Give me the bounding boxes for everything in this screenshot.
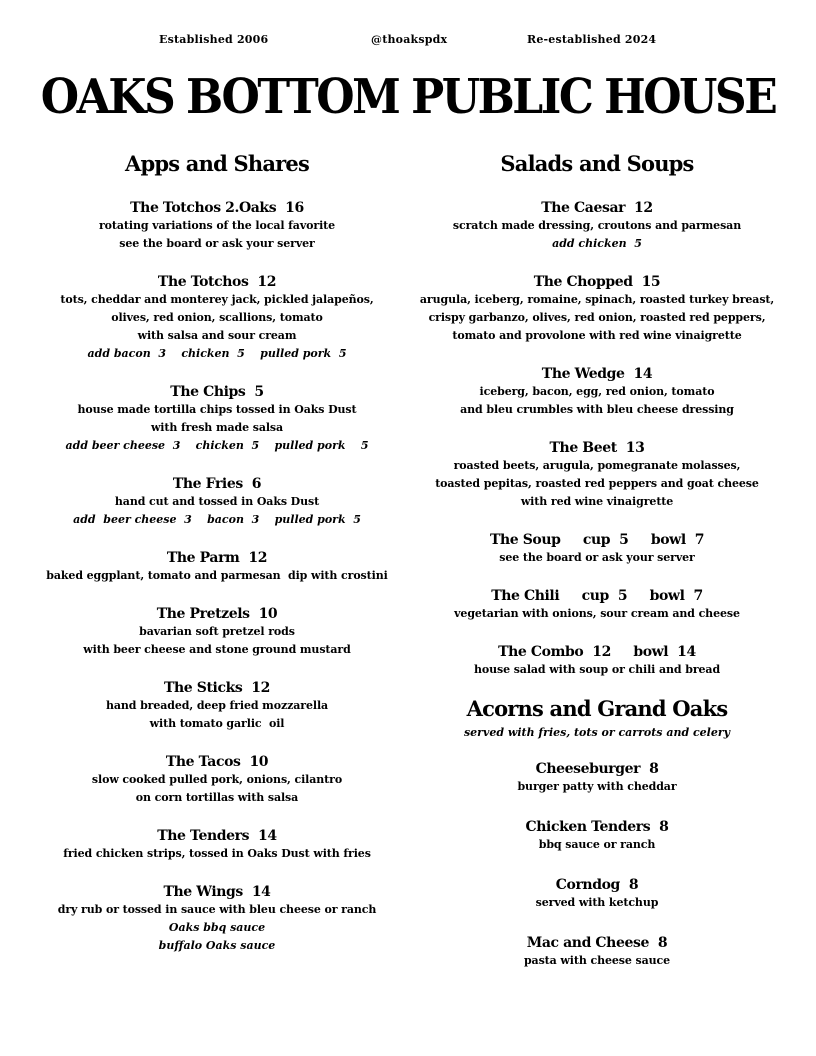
- menu-item: [40, 273, 394, 363]
- menu-item: [40, 827, 394, 863]
- menu-item-name: The Chopped 15: [533, 274, 661, 290]
- menu-item-description: arugula, iceberg, romaine, spinach, roasted turkey breast,: [419, 293, 775, 306]
- menu-item: [414, 818, 780, 854]
- menu-item-description: tomato and provolone with red wine vinaigrette: [452, 329, 742, 342]
- menu-item: [40, 883, 394, 955]
- restaurant-title: OAKS BOTTOM PUBLIC HOUSE: [40, 69, 776, 125]
- menu-item: [40, 605, 394, 659]
- apps-heading: Apps and Shares: [125, 151, 309, 176]
- menu-item-description: tots, cheddar and monterey jack, pickled jalapeños,: [60, 293, 374, 306]
- kids-heading: Acorns and Grand Oaks: [466, 696, 728, 721]
- menu-item: [414, 643, 780, 679]
- menu-item-addon: add chicken 5: [552, 237, 642, 250]
- menu-item-name: The Wings 14: [163, 884, 271, 900]
- menu-item-description: bavarian soft pretzel rods: [139, 625, 295, 638]
- menu-item-description: served with ketchup: [535, 896, 659, 909]
- menu-item-description: iceberg, bacon, egg, red onion, tomato: [479, 385, 715, 398]
- menu-item-addon: add beer cheese 3 bacon 3 pulled pork 5: [73, 513, 361, 526]
- menu-item-description: see the board or ask your server: [119, 237, 315, 250]
- apps-list: [40, 199, 394, 955]
- menu-item-description: olives, red onion, scallions, tomato: [111, 311, 323, 324]
- menu-item-name: The Pretzels 10: [156, 606, 278, 622]
- menu-item-name: Cheeseburger 8: [535, 761, 659, 777]
- menu-item-description: fried chicken strips, tossed in Oaks Dust with fries: [63, 847, 371, 860]
- salads-list: [414, 199, 780, 679]
- menu-item-description: roasted beets, arugula, pomegranate molasses,: [453, 459, 741, 472]
- kids-section: [414, 696, 780, 970]
- menu-item: [414, 273, 780, 345]
- menu-item-name: The Tenders 14: [157, 828, 277, 844]
- menu-item-name: The Chili cup 5 bowl 7: [491, 588, 703, 604]
- menu-item-name: The Fries 6: [172, 476, 262, 492]
- menu-item-name: The Combo 12 bowl 14: [498, 644, 696, 660]
- tagline-reestablished: Re-established 2024: [527, 33, 657, 46]
- kids-subheading: served with fries, tots or carrots and celery: [463, 726, 731, 739]
- apps-column: [40, 151, 394, 955]
- menu-item-description: bbq sauce or ranch: [538, 838, 656, 851]
- menu-item-description: hand breaded, deep fried mozzarella: [105, 699, 329, 712]
- menu-item-description: dry rub or tossed in sauce with bleu cheese or ranch: [57, 903, 377, 916]
- menu-item-description: house made tortilla chips tossed in Oaks Dust: [77, 403, 357, 416]
- menu-item-name: The Wedge 14: [541, 366, 653, 382]
- menu-item-name: Corndog 8: [555, 877, 639, 893]
- menu-item-addon: buffalo Oaks sauce: [158, 939, 276, 952]
- menu-item-description: with tomato garlic oil: [149, 717, 285, 730]
- menu-item: [40, 549, 394, 585]
- menu-item-description: hand cut and tossed in Oaks Dust: [114, 495, 320, 508]
- menu-item-description: with red wine vinaigrette: [520, 495, 674, 508]
- menu-item-description: house salad with soup or chili and bread: [473, 663, 721, 676]
- menu-item-description: scratch made dressing, croutons and parmesan: [452, 219, 742, 232]
- menu-item-description: slow cooked pulled pork, onions, cilantro: [91, 773, 343, 786]
- menu-item-name: The Caesar 12: [541, 200, 653, 216]
- menu-item-addon: Oaks bbq sauce: [168, 921, 266, 934]
- menu-item-name: The Sticks 12: [163, 680, 270, 696]
- social-handle: @thoakspdx: [371, 33, 448, 46]
- menu-item-description: baked eggplant, tomato and parmesan dip with crostini: [46, 569, 388, 582]
- menu-item: [414, 365, 780, 419]
- menu-item-description: with beer cheese and stone ground mustard: [83, 643, 351, 656]
- menu-item: [414, 531, 780, 567]
- menu-item-addon: add bacon 3 chicken 5 pulled pork 5: [87, 347, 347, 360]
- menu-item-description: on corn tortillas with salsa: [135, 791, 299, 804]
- menu-item-name: The Totchos 2.Oaks 16: [130, 200, 304, 216]
- menu-item-description: and bleu crumbles with bleu cheese dressing: [460, 403, 734, 416]
- menu-item-description: burger patty with cheddar: [517, 780, 677, 793]
- menu-item: [414, 760, 780, 796]
- menu-item: [414, 439, 780, 511]
- menu-item-name: The Parm 12: [166, 550, 268, 566]
- menu-item-name: Mac and Cheese 8: [526, 935, 668, 951]
- menu-item-name: The Totchos 12: [157, 274, 277, 290]
- menu-item-name: The Soup cup 5 bowl 7: [489, 532, 705, 548]
- menu-item-name: The Tacos 10: [165, 754, 269, 770]
- menu-item-description: crispy garbanzo, olives, red onion, roasted red peppers,: [428, 311, 766, 324]
- menu-item-description: with fresh made salsa: [150, 421, 284, 434]
- menu-item-description: see the board or ask your server: [499, 551, 695, 564]
- salads-column: [414, 151, 780, 970]
- menu-item-description: pasta with cheese sauce: [523, 954, 671, 967]
- menu-item: [40, 383, 394, 455]
- salads-heading: Salads and Soups: [500, 151, 694, 176]
- menu-item-name: The Beet 13: [549, 440, 645, 456]
- menu-item: [40, 199, 394, 253]
- tagline-established: Established 2006: [159, 33, 269, 46]
- menu-item-description: toasted pepitas, roasted red peppers and goat cheese: [435, 477, 759, 490]
- menu-item-description: rotating variations of the local favorite: [98, 219, 336, 232]
- kids-list: [414, 760, 780, 970]
- menu-item: [40, 475, 394, 529]
- menu-item: [414, 876, 780, 912]
- menu-item: [414, 587, 780, 623]
- menu-item-description: vegetarian with onions, sour cream and cheese: [454, 607, 740, 620]
- menu-item-addon: add beer cheese 3 chicken 5 pulled pork 5: [65, 439, 369, 452]
- menu-item: [414, 934, 780, 970]
- menu-item: [40, 753, 394, 807]
- menu-item: [414, 199, 780, 253]
- menu-item-name: Chicken Tenders 8: [525, 819, 669, 835]
- menu-item-name: The Chips 5: [170, 384, 264, 400]
- menu-item-description: with salsa and sour cream: [137, 329, 297, 342]
- menu-item: [40, 679, 394, 733]
